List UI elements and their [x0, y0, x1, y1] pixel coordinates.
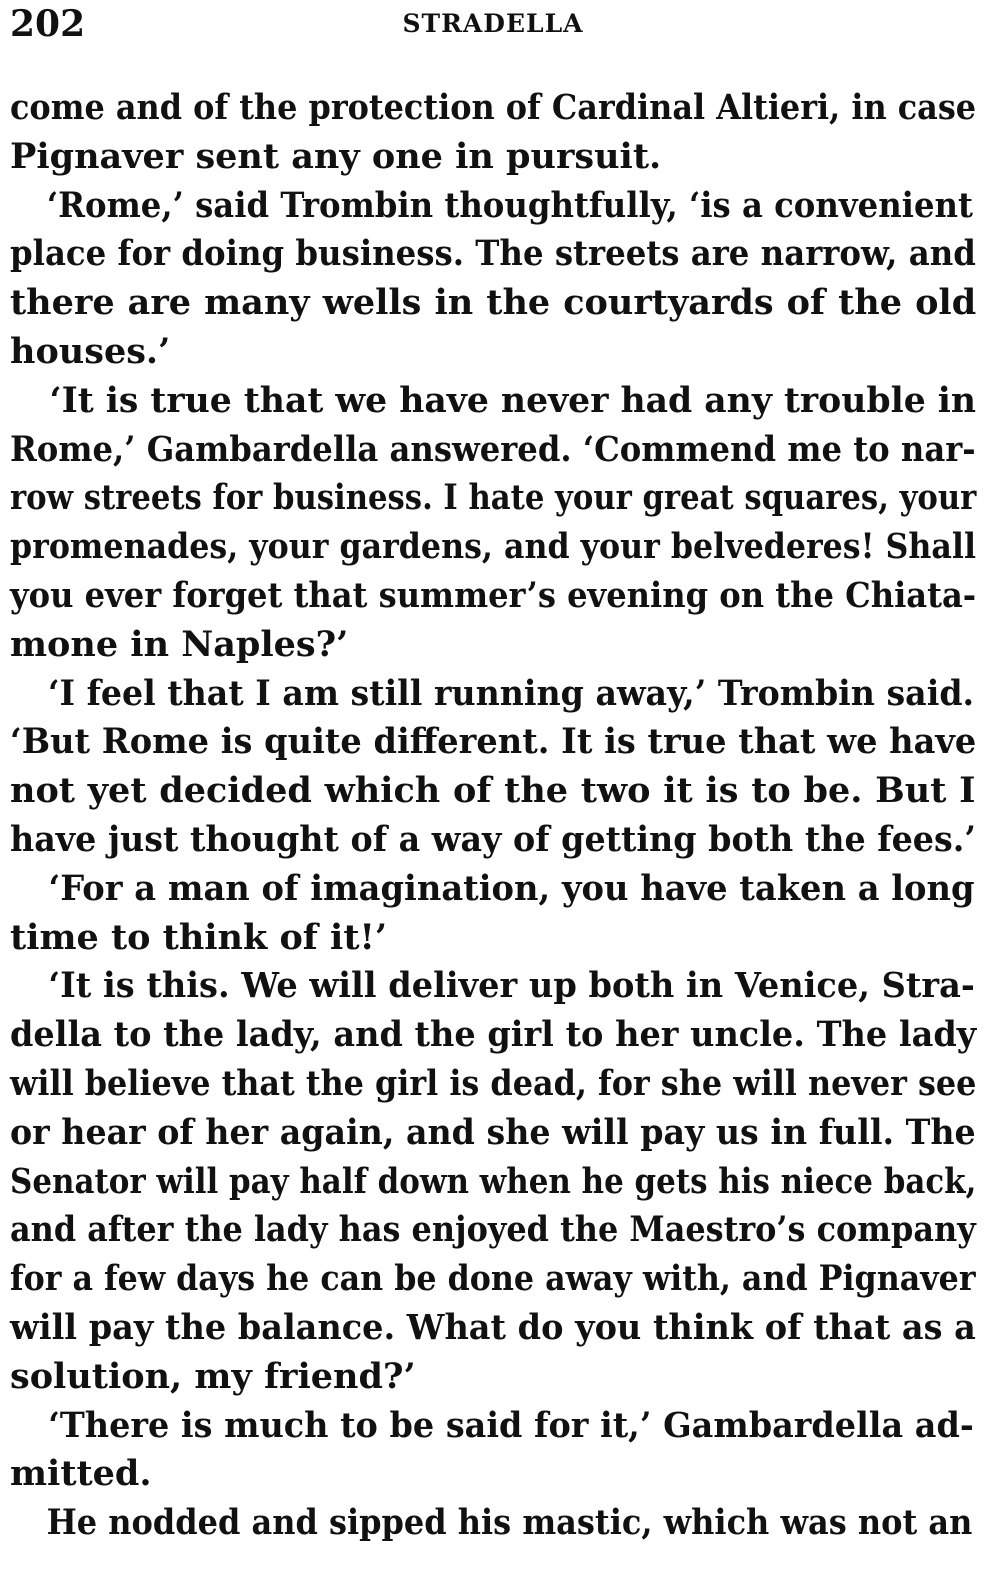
text-line: houses.’ — [10, 330, 171, 372]
text-line: will pay the balance. What do you think of that as a — [10, 1306, 976, 1348]
page-header — [10, 0, 976, 58]
text-line: Pignaver sent any one in pursuit. — [10, 135, 662, 177]
text-line: Rome,’ Gambardella answered. ‘Commend me to nar- — [10, 428, 976, 470]
text-line: or hear of her again, and she will pay us in full. The — [10, 1111, 976, 1153]
body-text — [10, 84, 976, 1548]
text-line: promenades, your gardens, and your belvederes! Shall — [10, 526, 976, 568]
text-line: della to the lady, and the girl to her uncle. The lady — [10, 1014, 977, 1056]
text-line: ‘There is much to be said for it,’ Gambardella ad- — [48, 1404, 974, 1446]
page-number: 202 — [10, 3, 86, 45]
text-line: ‘But Rome is quite different. It is true that we have — [10, 721, 977, 763]
text-line: place for doing business. The streets are narrow, and — [10, 233, 976, 275]
text-line: come and of the protection of Cardinal Altieri, in case — [10, 87, 977, 128]
text-line: and after the lady has enjoyed the Maestro’s company — [10, 1209, 976, 1251]
running-head: STRADELLA — [402, 9, 584, 38]
text-line: have just thought of a way of getting both the fees.’ — [10, 818, 976, 860]
text-line: not yet decided which of the two it is to be. But I — [10, 770, 976, 812]
text-line: Senator will pay half down when he gets his niece back, — [10, 1160, 977, 1202]
text-line: for a few days he can be done away with, and Pignaver — [10, 1258, 976, 1300]
text-line: will believe that the girl is dead, for she will never see — [10, 1062, 977, 1104]
text-line: mone in Naples?’ — [10, 623, 349, 665]
text-line: ‘It is true that we have never had any trouble in — [49, 379, 977, 421]
text-line: ‘For a man of imagination, you have taken a long — [48, 867, 975, 909]
text-line: solution, my friend?’ — [10, 1355, 416, 1397]
text-line: ‘I feel that I am still running away,’ Trombin said. — [47, 672, 975, 714]
text-line: ‘It is this. We will deliver up both in Venice, Stra- — [48, 965, 975, 1007]
book-page — [10, 0, 976, 1587]
text-line: time to think of it!’ — [10, 916, 388, 958]
text-line: you ever forget that summer’s evening on the Chiata- — [10, 574, 977, 616]
text-line: row streets for business. I hate your great squares, your — [10, 477, 977, 519]
text-line: ‘Rome,’ said Trombin thoughtfully, ‘is a convenient — [46, 184, 973, 226]
text-line: there are many wells in the courtyards of the old — [10, 282, 977, 324]
text-line: He nodded and sipped his mastic, which was not an — [46, 1502, 973, 1544]
text-line: mitted. — [10, 1453, 152, 1495]
